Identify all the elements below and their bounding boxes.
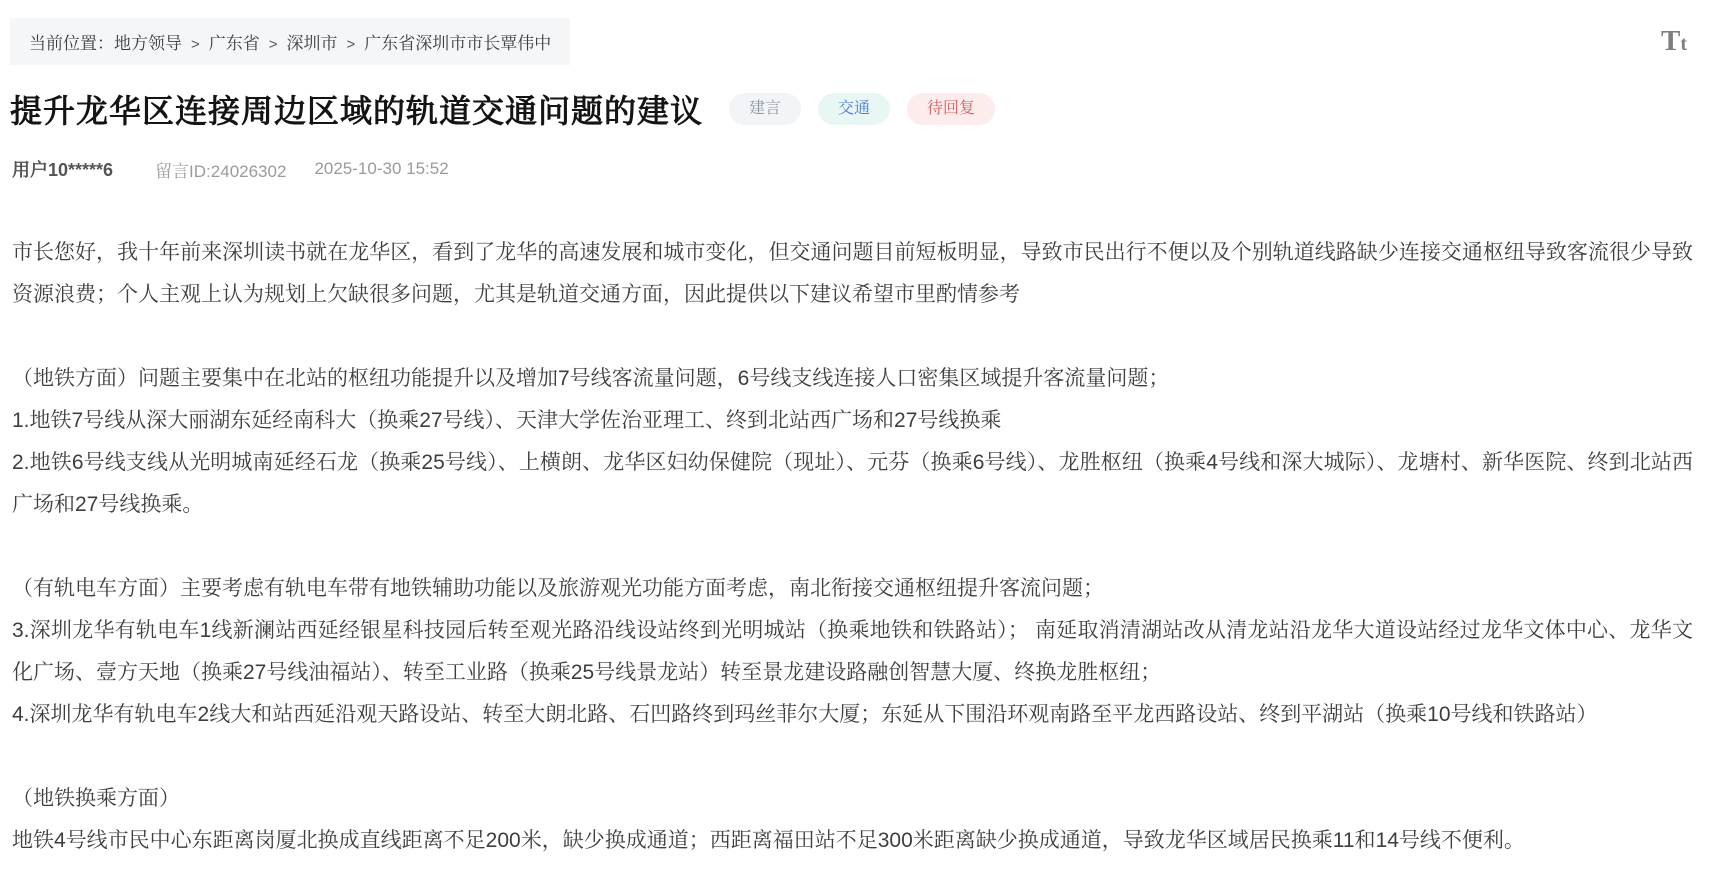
top-bar [10, 18, 1693, 65]
body-paragraph: （有轨电车方面）主要考虑有轨电车带有地铁辅助功能以及旅游观光功能方面考虑，南北衔接交通枢纽提升客流问题； [12, 577, 1104, 600]
font-size-icon-small: t [1680, 33, 1687, 55]
body-paragraph: 1.地铁7号线从深大丽湖东延经南科大（换乘27号线）、天津大学佐治亚理工、终到北站西广场和27号线换乘 [12, 409, 1002, 432]
breadcrumb [10, 18, 570, 65]
body-paragraph: 4.深圳龙华有轨电车2线大和站西延沿观天路设站、转至大朗北路、石凹路终到玛丝菲尔大厦；东延从下围沿环观南路至平龙西路设站、终到平湖站（换乘10号线和铁路站） [12, 703, 1598, 726]
font-size-icon: T [1660, 25, 1681, 57]
breadcrumb-separator: > [268, 36, 278, 53]
breadcrumb-items [114, 29, 551, 54]
breadcrumb-link-3[interactable]: 深圳市 [286, 34, 338, 53]
message-body [12, 232, 1693, 862]
body-paragraph [12, 526, 1693, 568]
body-paragraph: 3.深圳龙华有轨电车1线新澜站西延经银星科技园后转至观光路沿线设站终到光明城站（换乘地铁和铁路站）； 南延取消清湖站改从清龙站沿龙华大道设站经过龙华文体中心、龙华文化广场、壹方天地（换乘27号线油福站）、转至工业路（换乘25号线景龙站）转至景龙建设路融创智慧大厦、终换龙胜枢纽； [12, 619, 1693, 684]
breadcrumb-link-2[interactable]: 广东省 [208, 34, 260, 53]
tag-2: 交通 [818, 93, 890, 124]
body-paragraph: （地铁换乘方面） [12, 787, 180, 810]
body-paragraph: 地铁4号线市民中心东距离岗厦北换成直线距离不足200米，缺少换成通道；西距离福田站不足300米距离缺少换成通道，导致龙华区域居民换乘11和14号线不便利。 [12, 829, 1525, 852]
body-paragraph: 市长您好，我十年前来深圳读书就在龙华区，看到了龙华的高速发展和城市变化，但交通问题目前短板明显，导致市民出行不便以及个别轨道线路缺少连接交通枢纽导致客流很少导致资源浪费；个人主观上认为规划上欠缺很多问题，尤其是轨道交通方面，因此提供以下建议希望市里酌情参考 [12, 241, 1693, 306]
breadcrumb-label: 当前位置： [29, 34, 114, 53]
breadcrumb-separator: > [191, 36, 200, 53]
username: 用户10*****6 [12, 160, 114, 180]
breadcrumb-link-1[interactable]: 地方领导 [114, 34, 182, 53]
page-title: 提升龙华区连接周边区域的轨道交通问题的建议 [10, 93, 704, 129]
breadcrumb-separator: > [346, 36, 356, 53]
body-paragraph [12, 736, 1693, 778]
font-size-control[interactable] [1661, 27, 1687, 56]
title-row [10, 86, 1699, 132]
tag-list [729, 93, 995, 124]
breadcrumb-link-4[interactable]: 广东省深圳市市长覃伟中 [364, 34, 552, 53]
tag-1: 建言 [729, 93, 801, 124]
timestamp: 2025-10-30 15:52 [314, 159, 449, 178]
body-paragraph: （地铁方面）问题主要集中在北站的枢纽功能提升以及增加7号线客流量问题，6号线支线连接人口密集区域提升客流量问题； [12, 367, 1170, 390]
tag-3: 待回复 [907, 93, 995, 124]
meta-row [12, 156, 1699, 182]
message-id: 留言ID:24026302 [155, 161, 287, 181]
body-paragraph: 2.地铁6号线支线从光明城南延经石龙（换乘25号线）、上横朗、龙华区妇幼保健院（现址）、元芬（换乘6号线）、龙胜枢纽（换乘4号线和深大城际）、龙塘村、新华医院、终到北站西广场和27号线换乘。 [12, 451, 1693, 516]
body-paragraph [12, 316, 1693, 358]
message-detail-page [0, 18, 1709, 862]
